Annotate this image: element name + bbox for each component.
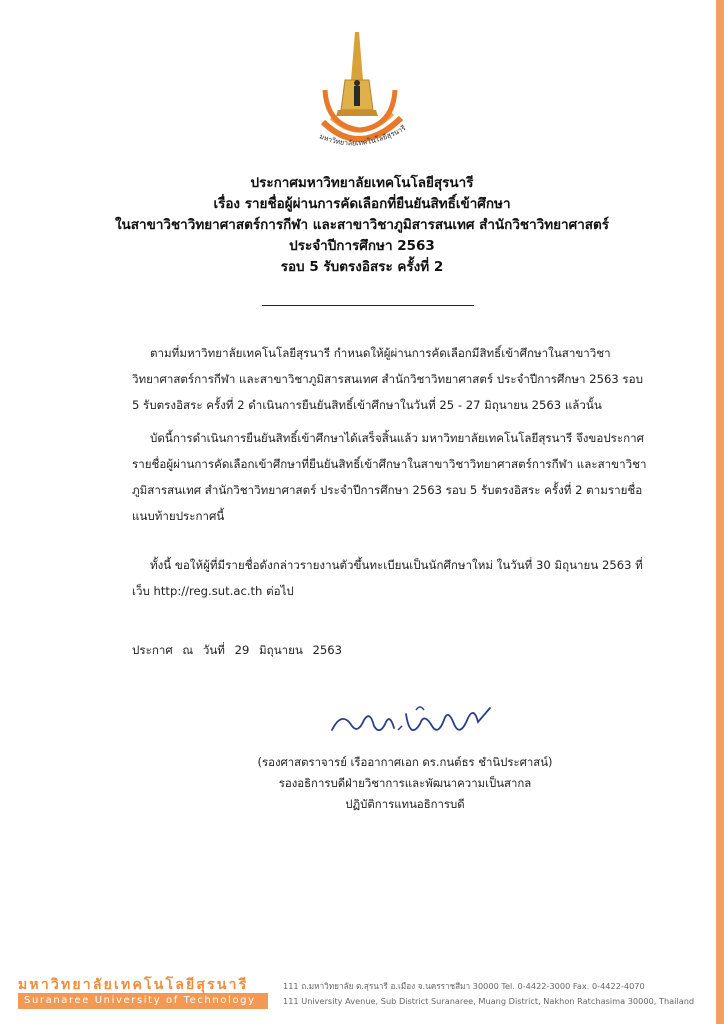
paragraph-3: ทั้งนี้ ขอให้ผู้ที่มีรายชื่อดังกล่าวรายงานตัวขึ้นทะเบียนเป็นนักศึกษาใหม่ ในวันที่ 30 มิถุนายน 2563 ที่เว็บ http://reg.sut.ac.th ต่อไป [132,558,643,598]
heading-divider [262,305,474,306]
footer-address-en: 111 University Avenue, Sub District Suranaree, Muang District, Nakhon Ratchasima 30000, Thailand [283,996,695,1006]
handwritten-signature [328,700,498,746]
footer-university-name-en: Suranaree University of Technology [18,993,268,1009]
announcement-heading [0,173,724,278]
paragraph-2: บัดนี้การดำเนินการยืนยันสิทธิ์เข้าศึกษาได้เสร็จสิ้นแล้ว มหาวิทยาลัยเทคโนโลยีสุรนารี จึงขอประกาศรายชื่อผู้ผ่านการคัดเลือกเข้าศึกษาที่ยืนยันสิทธิ์เข้าศึกษาในสาขาวิชาวิทยาศาสตร์การกีฬา และสาขาวิชาภูมิสารสนเทศ สำนักวิชาวิทยาศาสตร์ ประจำปีการศึกษา 2563 รอบ 5 รับตรงอิสระ ครั้งที่ 2 ตามรายชื่อแนบท้ายประกาศนี้ [132,431,647,523]
signer-block [250,752,560,815]
heading-line-4: ประจำปีการศึกษา 2563 [289,238,435,254]
page-edge-bar [716,0,724,1024]
heading-line-1: ประกาศมหาวิทยาลัยเทคโนโลยีสุรนารี [250,175,474,191]
heading-line-5: รอบ 5 รับตรงอิสระ ครั้งที่ 2 [280,259,444,275]
signer-name: (รองศาสตราจารย์ เรืออากาศเอก ดร.กนต์ธร ชำนิประศาสน์) [257,755,553,769]
announcement-date: ประกาศ ณ วันที่ 29 มิถุนายน 2563 [132,643,343,657]
signer-acting: ปฏิบัติการแทนอธิการบดี [345,797,465,811]
heading-line-3: ในสาขาวิชาวิทยาศาสตร์การกีฬา และสาขาวิชาภูมิสารสนเทศ สำนักวิชาวิทยาศาสตร์ [114,217,610,233]
signer-position: รองอธิการบดีฝ่ายวิชาการและพัฒนาความเป็นสากล [278,776,532,790]
footer-address-th: 111 ถ.มหาวิทยาลัย ต.สุรนารี อ.เมือง จ.นครราชสีมา 30000 Tel. 0-4422-3000 Fax. 0-4422-4070 [283,981,645,991]
footer-university-name-th: มหาวิทยาลัยเทคโนโลยีสุรนารี [18,977,249,993]
logo-caption: มหาวิทยาลัยเทคโนโลยีสุรนารี [318,124,408,148]
paragraph-1: ตามที่มหาวิทยาลัยเทคโนโลยีสุรนารี กำหนดให้ผู้ผ่านการคัดเลือกมีสิทธิ์เข้าศึกษาในสาขาวิชาวิทยาศาสตร์การกีฬา และสาขาวิชาภูมิสารสนเทศ สำนักวิชาวิทยาศาสตร์ ประจำปีการศึกษา 2563 รอบ 5 รับตรงอิสระ ครั้งที่ 2 ดำเนินการยืนยันสิทธิ์เข้าศึกษาในวันที่ 25 - 27 มิถุนายน 2563 แล้วนั้น [132,346,643,412]
heading-line-2: เรื่อง รายชื่อผู้ผ่านการคัดเลือกที่ยืนยันสิทธิ์เข้าศึกษา [213,196,511,212]
university-logo [305,30,415,150]
